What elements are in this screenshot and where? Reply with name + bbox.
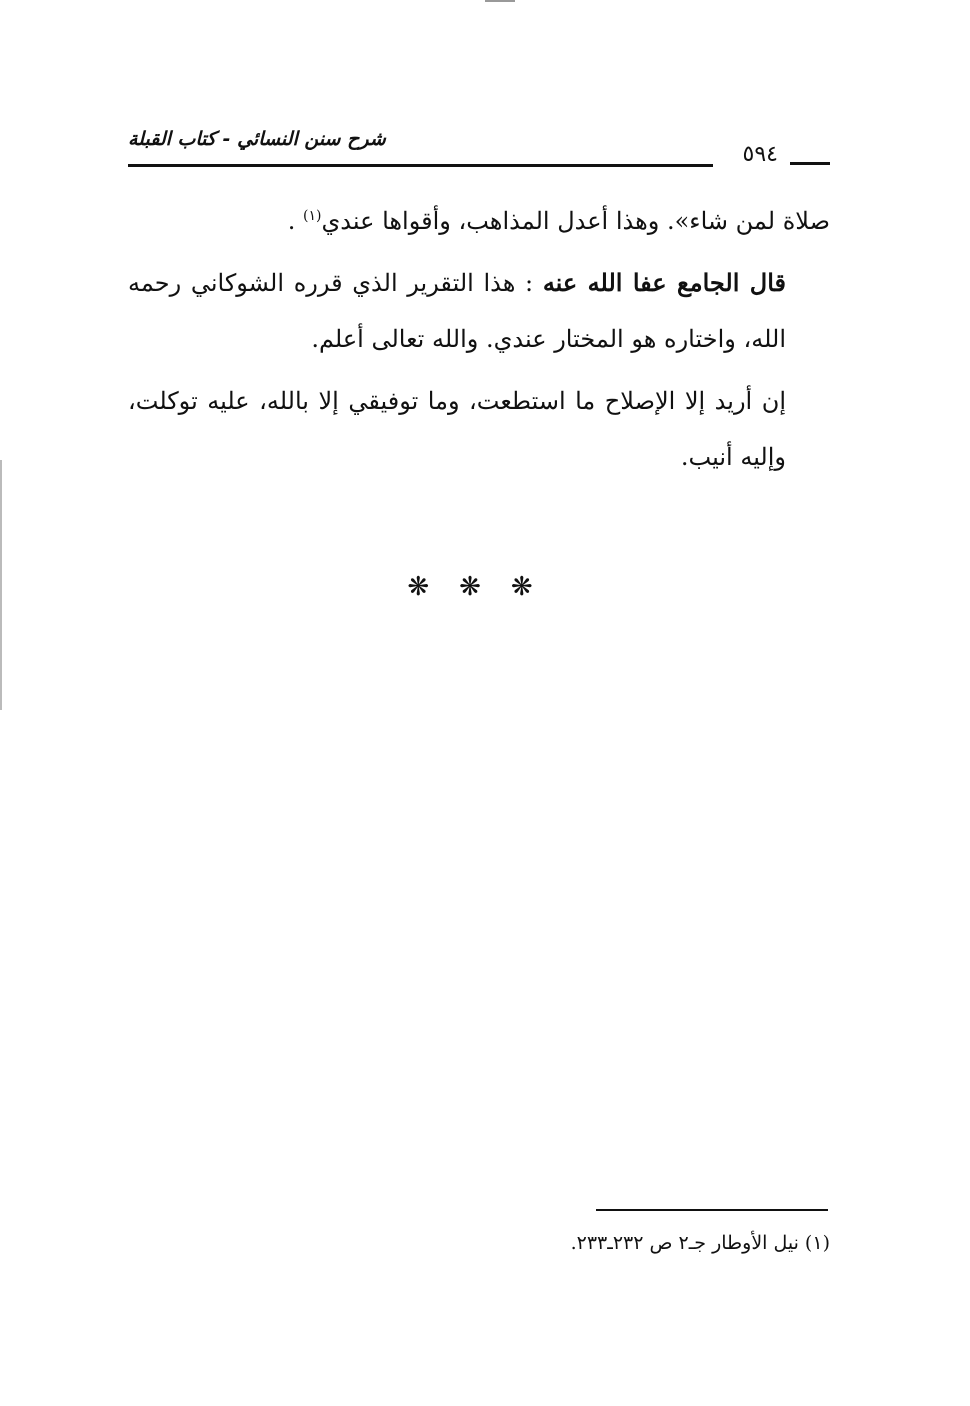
scan-top-mark — [485, 0, 515, 2]
header-rule — [128, 164, 713, 167]
body-text — [128, 188, 830, 485]
paragraph-3-text: إن أريد إلا الإصلاح ما استطعت، وما توفيقي إلا بالله، عليه توكلت، وإليه أنيب. — [128, 387, 786, 471]
paragraph-1-text: صلاة لمن شاء». وهذا أعدل المذاهب، وأقواها عندي — [321, 207, 830, 235]
footnote-reference: (١) — [303, 208, 322, 224]
footnote: (١) نيل الأوطار جـ٢ ص ٢٣٢ـ٢٣٣. — [570, 1232, 830, 1254]
paragraph-2-text: : هذا التقرير الذي قرره الشوكاني رحمه الله، واختاره هو المختار عندي. والله تعالى أعلم. — [128, 269, 786, 353]
running-header — [128, 128, 830, 178]
paragraph-2 — [128, 255, 830, 367]
page-number: ٥٩٤ — [742, 142, 778, 167]
header-title: شرح سنن النسائي - كتاب القبلة — [128, 128, 386, 150]
footnote-rule — [596, 1209, 828, 1211]
author-lead: قال الجامع عفا الله عنه — [542, 268, 787, 297]
page-number-dash — [790, 162, 830, 165]
paragraph-1-tail: . — [287, 207, 304, 235]
section-separator: ❋❋❋ — [407, 572, 563, 602]
paragraph-1 — [128, 188, 830, 249]
paragraph-3 — [128, 373, 830, 485]
